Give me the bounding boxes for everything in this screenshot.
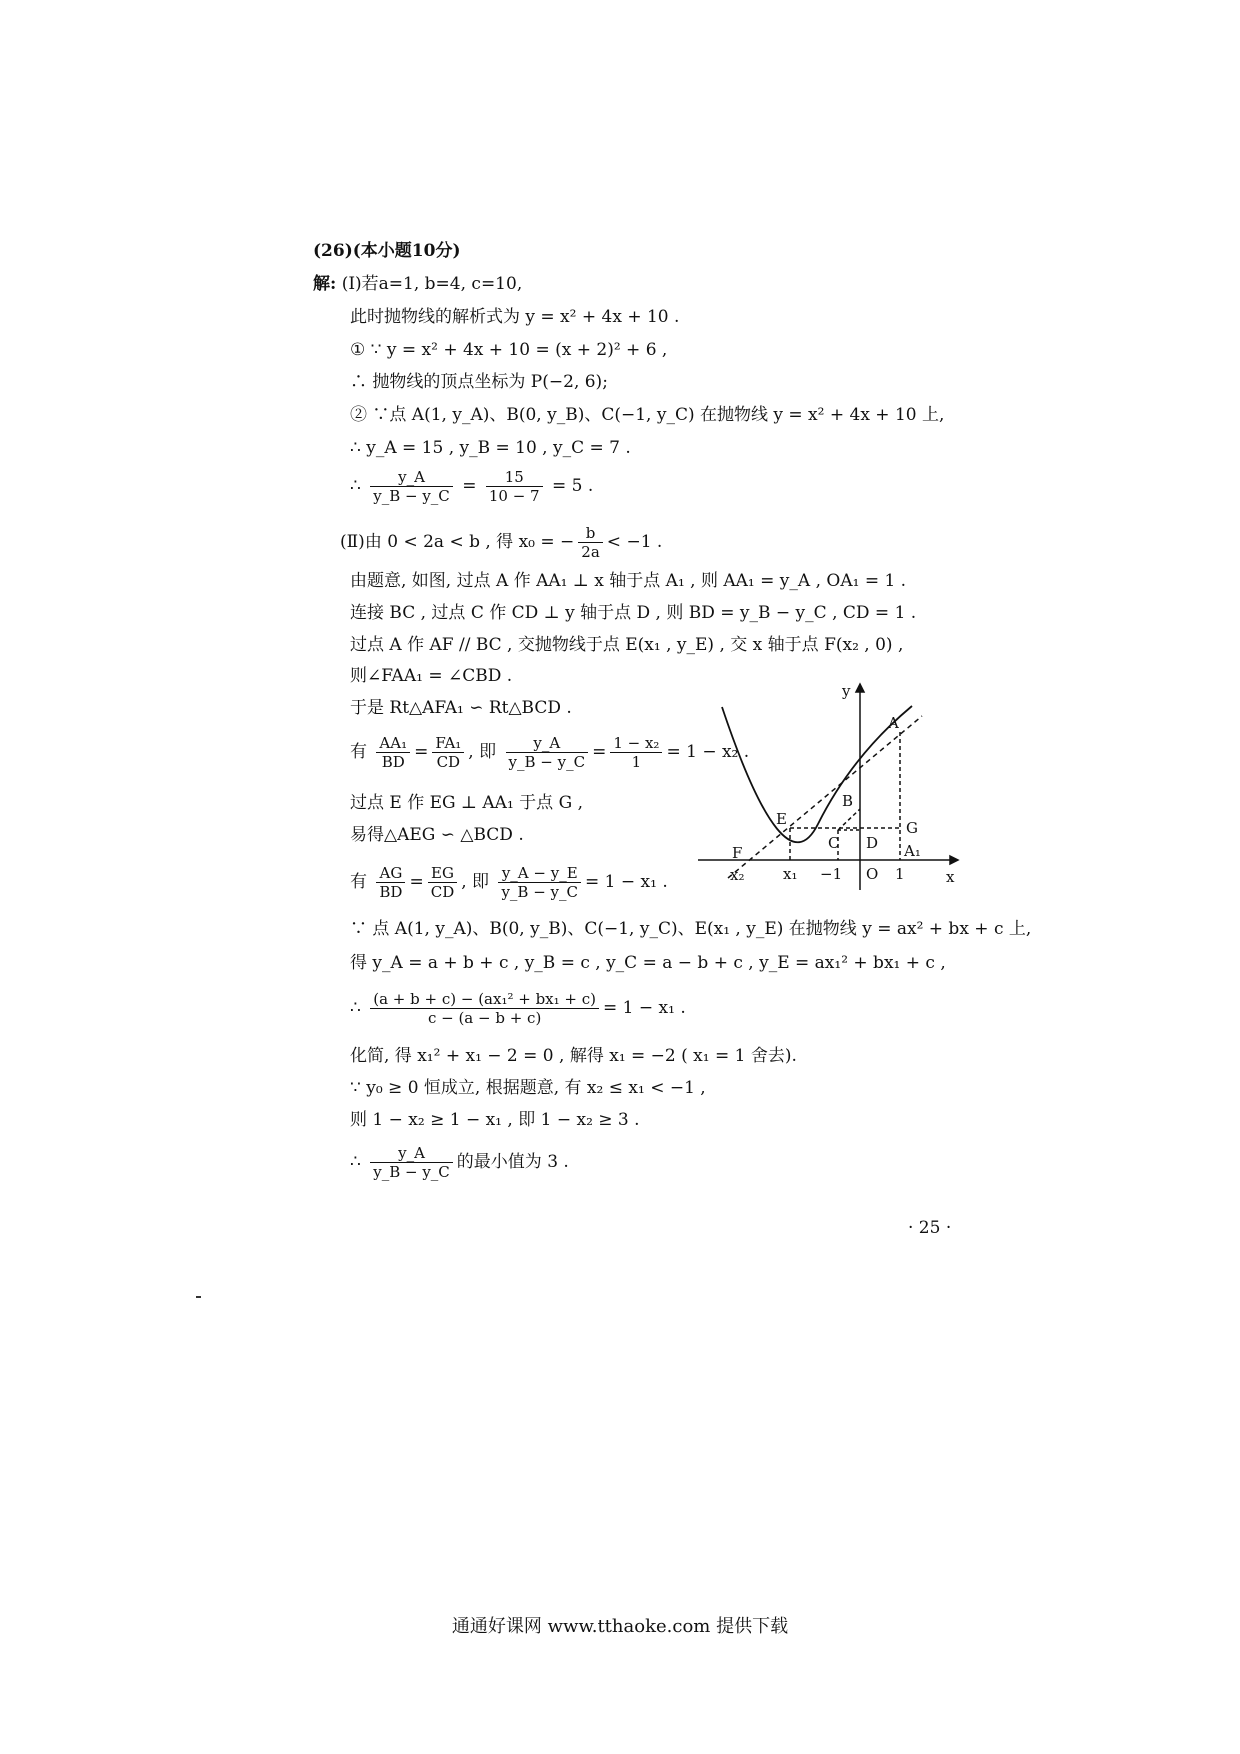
x-axis-arrow bbox=[950, 856, 958, 864]
solution-label: 解: bbox=[313, 274, 337, 294]
ratio-line: ∴ $\frac{y\_A}{y\_B - y\_C}$ = $\frac{15}{10 - 7}$ = 5 . bbox=[350, 468, 594, 505]
part2-line-5: 于是 Rt△AFA₁ ∽ Rt△BCD . bbox=[350, 698, 572, 718]
fraction: $\frac{\text{1 − x₂}}{1}$ bbox=[610, 734, 662, 771]
footer-credit: 通通好课网 www.tthaoke.com 提供下载 bbox=[451, 1616, 789, 1637]
parabola-figure bbox=[690, 680, 960, 890]
part2-line-2: 连接 BC , 过点 C 作 CD ⊥ y 轴于点 D , 则 BD = y_B − y_C , CD = 1 . bbox=[350, 603, 917, 623]
fraction: $\frac{\text{AA₁}}{BD}$ bbox=[376, 734, 410, 771]
problem-header: (26)(本小题10分) bbox=[313, 241, 461, 261]
part2-line-16: ∴ $\frac{y\_A}{y\_B - y\_C}$ 的最小值为 3 . bbox=[350, 1144, 569, 1181]
fraction: $\frac{y\_A}{y\_B - y\_C}$ bbox=[370, 468, 453, 505]
fraction: $\frac{AG}{BD}$ bbox=[376, 864, 405, 901]
scan-mark bbox=[196, 1296, 201, 1298]
label-a1: A₁ bbox=[904, 842, 921, 860]
part2-intro: (Ⅱ)由 0 < 2a < b , 得 x₀ = − $\frac{b}{2a}$ < −1 . bbox=[340, 524, 663, 561]
fraction: $\frac{\text{FA₁}}{CD}$ bbox=[432, 734, 464, 771]
vertex-line: ∴ 抛物线的顶点坐标为 P(−2, 6); bbox=[350, 372, 608, 392]
tick-1: 1 bbox=[895, 865, 905, 883]
fraction: $\frac{y\_A - y\_E}{y\_B - y\_C}$ bbox=[498, 864, 581, 901]
label-c: C bbox=[828, 834, 840, 852]
part2-line-6: 有 $\frac{\text{AA₁}}{BD}$ = $\frac{\text{FA₁}}{CD}$ , 即 $\frac{y\_A}{y\_B - y\_C}$ = $\frac{\text{1 − x₂}}{1}$ = 1 − x₂ . bbox=[350, 734, 750, 771]
given-values: (Ⅰ)若a=1, b=4, c=10, bbox=[341, 274, 523, 294]
label-f: F bbox=[732, 844, 743, 862]
part2-line-1: 由题意, 如图, 过点 A 作 AA₁ ⊥ x 轴于点 A₁ , 则 AA₁ = y_A , OA₁ = 1 . bbox=[350, 571, 907, 591]
page-number: · 25 · bbox=[908, 1218, 952, 1238]
fraction: $\frac{\text{(a + b + c) − (ax₁² + bx₁ + c)}}{c - (a - b + c)}$ bbox=[370, 990, 599, 1027]
part2-line-11: 得 y_A = a + b + c , y_B = c , y_C = a − b + c , y_E = ax₁² + bx₁ + c , bbox=[350, 953, 946, 973]
part2-line-14: ∵ y₀ ≥ 0 恒成立, 根据题意, 有 x₂ ≤ x₁ < −1 , bbox=[350, 1078, 706, 1098]
tick-x1: x₁ bbox=[783, 865, 798, 883]
y-axis-arrow bbox=[856, 684, 864, 692]
tick-x2: x₂ bbox=[730, 866, 745, 884]
label-y: y bbox=[842, 682, 851, 700]
label-b: B bbox=[842, 792, 854, 810]
tick-minus-1: −1 bbox=[820, 865, 843, 883]
part2-line-8: 易得△AEG ∽ △BCD . bbox=[350, 825, 524, 845]
step-2: ② ∵点 A(1, y_A)、B(0, y_B)、C(−1, y_C) 在抛物线 y = x² + 4x + 10 上, bbox=[350, 405, 945, 425]
parabola-curve bbox=[722, 706, 912, 842]
solution-intro bbox=[313, 273, 522, 295]
part2-line-3: 过点 A 作 AF // BC , 交抛物线于点 E(x₁ , y_E) , 交 x 轴于点 F(x₂ , 0) , bbox=[350, 635, 904, 655]
part2-line-4: 则∠FAA₁ = ∠CBD . bbox=[350, 666, 513, 686]
part2-line-13: 化简, 得 x₁² + x₁ − 2 = 0 , 解得 x₁ = −2 ( x₁ = 1 舍去). bbox=[350, 1046, 797, 1066]
label-e: E bbox=[776, 810, 787, 828]
label-a: A bbox=[888, 714, 899, 732]
line-bc bbox=[838, 809, 860, 830]
part2-line-10: ∵ 点 A(1, y_A)、B(0, y_B)、C(−1, y_C)、E(x₁ , y_E) 在抛物线 y = ax² + bx + c 上, bbox=[350, 919, 1032, 939]
label-d: D bbox=[866, 834, 879, 852]
part2-line-7: 过点 E 作 EG ⊥ AA₁ 于点 G , bbox=[350, 793, 583, 813]
fraction: $\frac{y\_A}{y\_B - y\_C}$ bbox=[506, 734, 589, 771]
label-x: x bbox=[946, 868, 955, 886]
part2-line-9: 有 $\frac{AG}{BD}$ = $\frac{EG}{CD}$ , 即 $\frac{y\_A - y\_E}{y\_B - y\_C}$ = 1 − x₁ . bbox=[350, 864, 668, 901]
fraction: $\frac{y\_A}{y\_B - y\_C}$ bbox=[370, 1144, 453, 1181]
label-o: O bbox=[866, 865, 879, 883]
step-1: ① ∵ y = x² + 4x + 10 = (x + 2)² + 6 , bbox=[350, 340, 668, 360]
parabola-expression: 此时抛物线的解析式为 y = x² + 4x + 10 . bbox=[350, 307, 680, 327]
values-line: ∴ y_A = 15 , y_B = 10 , y_C = 7 . bbox=[350, 438, 631, 458]
part2-line-12: ∴ $\frac{\text{(a + b + c) − (ax₁² + bx₁ + c)}}{c - (a - b + c)}$ = 1 − x₁ . bbox=[350, 990, 686, 1027]
label-g: G bbox=[906, 819, 918, 837]
fraction: $\frac{EG}{CD}$ bbox=[428, 864, 458, 901]
therefore-symbol: ∴ bbox=[350, 476, 361, 496]
part2-line-15: 则 1 − x₂ ≥ 1 − x₁ , 即 1 − x₂ ≥ 3 . bbox=[350, 1110, 640, 1130]
fraction: $\frac{b}{2a}$ bbox=[578, 524, 603, 561]
fraction: $\frac{15}{10 - 7}$ bbox=[486, 468, 543, 505]
